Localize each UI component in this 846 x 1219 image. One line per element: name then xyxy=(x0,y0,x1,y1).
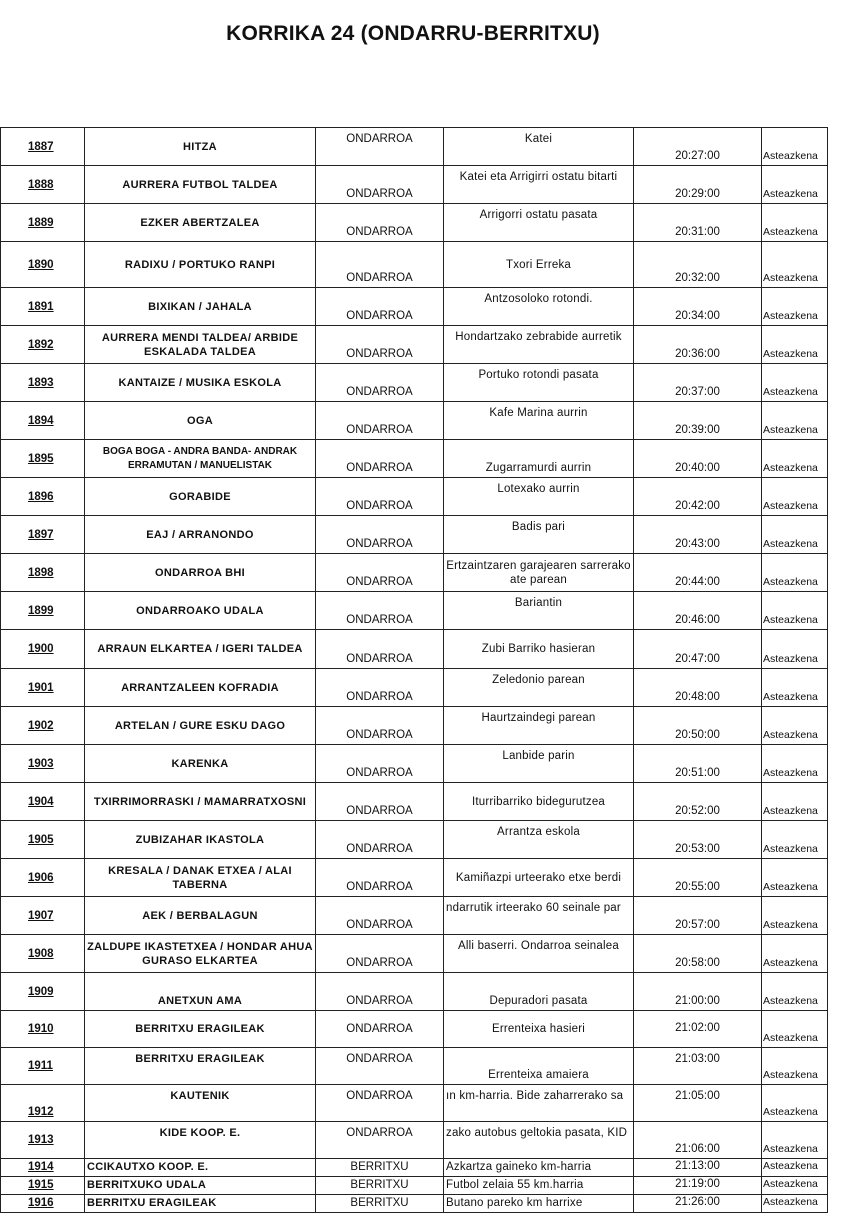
location: ın km-harria. Bide zaharrerako sa xyxy=(444,1085,634,1122)
location: Zugarramurdi aurrin xyxy=(444,440,634,478)
table-row xyxy=(1,1122,828,1159)
location: zako autobus geltokia pasata, KID xyxy=(444,1122,634,1159)
time-value: 20:27:00 xyxy=(634,128,762,166)
runner-group: ARRAUN ELKARTEA / IGERI TALDEA xyxy=(85,630,316,669)
weekday: Asteazkena xyxy=(762,478,828,516)
time-value: 20:48:00 xyxy=(634,669,762,707)
weekday: Asteazkena xyxy=(762,204,828,242)
weekday: Asteazkena xyxy=(762,166,828,204)
time-value: 20:36:00 xyxy=(634,326,762,364)
table-row xyxy=(1,204,828,242)
time-value: 20:42:00 xyxy=(634,478,762,516)
table-row xyxy=(1,1159,828,1177)
time-value: 21:02:00 xyxy=(634,1011,762,1048)
row-number: 1905 xyxy=(1,821,85,859)
weekday: Asteazkena xyxy=(762,821,828,859)
row-number: 1913 xyxy=(1,1122,85,1159)
town-name: ONDARROA xyxy=(316,783,444,821)
table-row xyxy=(1,1048,828,1085)
runner-group: KARENKA xyxy=(85,745,316,783)
town-name: ONDARROA xyxy=(316,326,444,364)
time-value: 20:46:00 xyxy=(634,592,762,630)
runner-group: RADIXU / PORTUKO RANPI xyxy=(85,242,316,288)
time-value: 21:06:00 xyxy=(634,1122,762,1159)
town-name: ONDARROA xyxy=(316,554,444,592)
weekday: Asteazkena xyxy=(762,1159,828,1177)
table-row xyxy=(1,364,828,402)
row-number: 1889 xyxy=(1,204,85,242)
row-number: 1900 xyxy=(1,630,85,669)
runner-group: BIXIKAN / JAHALA xyxy=(85,288,316,326)
table-row xyxy=(1,478,828,516)
table-row xyxy=(1,516,828,554)
table-row xyxy=(1,1195,828,1213)
location: Kamiñazpi urteerako etxe berdi xyxy=(444,859,634,897)
weekday: Asteazkena xyxy=(762,1085,828,1122)
row-number: 1897 xyxy=(1,516,85,554)
time-value: 20:55:00 xyxy=(634,859,762,897)
runner-group: BERRITXU ERAGILEAK xyxy=(85,1048,316,1085)
location: Haurtzaindegi parean xyxy=(444,707,634,745)
location: Lanbide parin xyxy=(444,745,634,783)
runner-group: ONDARROAKO UDALA xyxy=(85,592,316,630)
table-row xyxy=(1,897,828,935)
table-row xyxy=(1,745,828,783)
town-name: ONDARROA xyxy=(316,935,444,973)
row-number: 1899 xyxy=(1,592,85,630)
row-number: 1894 xyxy=(1,402,85,440)
town-name: ONDARROA xyxy=(316,592,444,630)
location: Ertzaintzaren garajearen sarrerako ate parean xyxy=(444,554,634,592)
row-number: 1912 xyxy=(1,1085,85,1122)
town-name: ONDARROA xyxy=(316,669,444,707)
time-value: 20:29:00 xyxy=(634,166,762,204)
table-row xyxy=(1,821,828,859)
weekday: Asteazkena xyxy=(762,783,828,821)
table-row xyxy=(1,859,828,897)
row-number: 1896 xyxy=(1,478,85,516)
row-number: 1887 xyxy=(1,128,85,166)
runner-group: EAJ / ARRANONDO xyxy=(85,516,316,554)
location: Katei eta Arrigirri ostatu bitarti xyxy=(444,166,634,204)
time-value: 20:44:00 xyxy=(634,554,762,592)
time-value: 21:19:00 xyxy=(634,1177,762,1195)
runner-group: ARTELAN / GURE ESKU DAGO xyxy=(85,707,316,745)
runner-group: TXIRRIMORRASKI / MAMARRATXOSNI xyxy=(85,783,316,821)
table-row xyxy=(1,630,828,669)
row-number: 1903 xyxy=(1,745,85,783)
town-name: BERRITXU xyxy=(316,1159,444,1177)
location: Errenteixa hasieri xyxy=(444,1011,634,1048)
time-value: 20:39:00 xyxy=(634,402,762,440)
location: Kafe Marina aurrin xyxy=(444,402,634,440)
runner-group: ZALDUPE IKASTETXEA / HONDAR AHUA GURASO ELKARTEA xyxy=(85,935,316,973)
town-name: ONDARROA xyxy=(316,630,444,669)
town-name: ONDARROA xyxy=(316,440,444,478)
town-name: ONDARROA xyxy=(316,1011,444,1048)
time-value: 20:51:00 xyxy=(634,745,762,783)
table-row xyxy=(1,1085,828,1122)
town-name: ONDARROA xyxy=(316,364,444,402)
runner-group: KANTAIZE / MUSIKA ESKOLA xyxy=(85,364,316,402)
weekday: Asteazkena xyxy=(762,554,828,592)
row-number: 1908 xyxy=(1,935,85,973)
row-number: 1888 xyxy=(1,166,85,204)
location: Iturribarriko bidegurutzea xyxy=(444,783,634,821)
table-row xyxy=(1,166,828,204)
weekday: Asteazkena xyxy=(762,1195,828,1213)
time-value: 21:00:00 xyxy=(634,973,762,1011)
weekday: Asteazkena xyxy=(762,402,828,440)
runner-group: BERRITXU ERAGILEAK xyxy=(85,1011,316,1048)
row-number: 1898 xyxy=(1,554,85,592)
schedule-body xyxy=(1,128,828,1213)
location: Katei xyxy=(444,128,634,166)
runner-group: ARRANTZALEEN KOFRADIA xyxy=(85,669,316,707)
table-row xyxy=(1,128,828,166)
page-title: KORRIKA 24 (ONDARRU-BERRITXU) xyxy=(226,22,600,45)
row-number: 1911 xyxy=(1,1048,85,1085)
location: Azkartza gaineko km-harria xyxy=(444,1159,634,1177)
runner-group: AEK / BERBALAGUN xyxy=(85,897,316,935)
schedule-table xyxy=(0,127,828,1213)
town-name: ONDARROA xyxy=(316,242,444,288)
town-name: ONDARROA xyxy=(316,821,444,859)
time-value: 20:31:00 xyxy=(634,204,762,242)
location: Errenteixa amaiera xyxy=(444,1048,634,1085)
town-name: ONDARROA xyxy=(316,402,444,440)
town-name: ONDARROA xyxy=(316,1085,444,1122)
town-name: ONDARROA xyxy=(316,745,444,783)
weekday: Asteazkena xyxy=(762,630,828,669)
time-value: 21:05:00 xyxy=(634,1085,762,1122)
time-value: 20:32:00 xyxy=(634,242,762,288)
weekday: Asteazkena xyxy=(762,707,828,745)
weekday: Asteazkena xyxy=(762,1011,828,1048)
location: Bariantin xyxy=(444,592,634,630)
weekday: Asteazkena xyxy=(762,745,828,783)
row-number: 1907 xyxy=(1,897,85,935)
time-value: 20:58:00 xyxy=(634,935,762,973)
weekday: Asteazkena xyxy=(762,859,828,897)
row-number: 1915 xyxy=(1,1177,85,1195)
table-row xyxy=(1,1011,828,1048)
town-name: ONDARROA xyxy=(316,166,444,204)
row-number: 1909 xyxy=(1,973,85,1011)
town-name: ONDARROA xyxy=(316,204,444,242)
location: Butano pareko km harrixe xyxy=(444,1195,634,1213)
table-row xyxy=(1,707,828,745)
runner-group: AURRERA FUTBOL TALDEA xyxy=(85,166,316,204)
weekday: Asteazkena xyxy=(762,364,828,402)
location: Portuko rotondi pasata xyxy=(444,364,634,402)
town-name: ONDARROA xyxy=(316,128,444,166)
table-row xyxy=(1,554,828,592)
location: Lotexako aurrin xyxy=(444,478,634,516)
weekday: Asteazkena xyxy=(762,128,828,166)
location: Arrigorri ostatu pasata xyxy=(444,204,634,242)
town-name: ONDARROA xyxy=(316,288,444,326)
runner-group: CCIKAUTXO KOOP. E. xyxy=(85,1159,316,1177)
table-row xyxy=(1,288,828,326)
row-number: 1914 xyxy=(1,1159,85,1177)
table-row xyxy=(1,669,828,707)
weekday: Asteazkena xyxy=(762,326,828,364)
location: Antzosoloko rotondi. xyxy=(444,288,634,326)
weekday: Asteazkena xyxy=(762,935,828,973)
location: Arrantza eskola xyxy=(444,821,634,859)
runner-group: OGA xyxy=(85,402,316,440)
location: Txori Erreka xyxy=(444,242,634,288)
table-row xyxy=(1,592,828,630)
town-name: ONDARROA xyxy=(316,1122,444,1159)
runner-group: GORABIDE xyxy=(85,478,316,516)
row-number: 1895 xyxy=(1,440,85,478)
time-value: 20:37:00 xyxy=(634,364,762,402)
runner-group: AURRERA MENDI TALDEA/ ARBIDE ESKALADA TALDEA xyxy=(85,326,316,364)
table-row xyxy=(1,783,828,821)
table-row xyxy=(1,1177,828,1195)
town-name: ONDARROA xyxy=(316,1048,444,1085)
weekday: Asteazkena xyxy=(762,669,828,707)
weekday: Asteazkena xyxy=(762,242,828,288)
runner-group: BERRITXU ERAGILEAK xyxy=(85,1195,316,1213)
location: Badis pari xyxy=(444,516,634,554)
row-number: 1890 xyxy=(1,242,85,288)
weekday: Asteazkena xyxy=(762,1122,828,1159)
town-name: ONDARROA xyxy=(316,516,444,554)
runner-group: KRESALA / DANAK ETXEA / ALAI TABERNA xyxy=(85,859,316,897)
location: Depuradori pasata xyxy=(444,973,634,1011)
town-name: BERRITXU xyxy=(316,1177,444,1195)
runner-group: ONDARROA BHI xyxy=(85,554,316,592)
location: Futbol zelaia 55 km.harria xyxy=(444,1177,634,1195)
location: Zubi Barriko hasieran xyxy=(444,630,634,669)
runner-group: KAUTENIK xyxy=(85,1085,316,1122)
row-number: 1916 xyxy=(1,1195,85,1213)
row-number: 1893 xyxy=(1,364,85,402)
town-name: ONDARROA xyxy=(316,973,444,1011)
time-value: 20:53:00 xyxy=(634,821,762,859)
location: Zeledonio parean xyxy=(444,669,634,707)
time-value: 20:47:00 xyxy=(634,630,762,669)
town-name: BERRITXU xyxy=(316,1195,444,1213)
location: Hondartzako zebrabide aurretik xyxy=(444,326,634,364)
runner-group: ANETXUN AMA xyxy=(85,973,316,1011)
runner-group: EZKER ABERTZALEA xyxy=(85,204,316,242)
runner-group: HITZA xyxy=(85,128,316,166)
row-number: 1902 xyxy=(1,707,85,745)
time-value: 20:52:00 xyxy=(634,783,762,821)
town-name: ONDARROA xyxy=(316,859,444,897)
time-value: 21:13:00 xyxy=(634,1159,762,1177)
time-value: 20:40:00 xyxy=(634,440,762,478)
table-row xyxy=(1,326,828,364)
row-number: 1892 xyxy=(1,326,85,364)
town-name: ONDARROA xyxy=(316,897,444,935)
weekday: Asteazkena xyxy=(762,973,828,1011)
weekday: Asteazkena xyxy=(762,897,828,935)
weekday: Asteazkena xyxy=(762,1177,828,1195)
row-number: 1910 xyxy=(1,1011,85,1048)
table-row xyxy=(1,935,828,973)
time-value: 20:43:00 xyxy=(634,516,762,554)
weekday: Asteazkena xyxy=(762,1048,828,1085)
table-row xyxy=(1,440,828,478)
table-row xyxy=(1,402,828,440)
runner-group: KIDE KOOP. E. xyxy=(85,1122,316,1159)
town-name: ONDARROA xyxy=(316,707,444,745)
town-name: ONDARROA xyxy=(316,478,444,516)
location: ndarrutik irteerako 60 seinale par xyxy=(444,897,634,935)
runner-group: BOGA BOGA - ANDRA BANDA- ANDRAK ERRAMUTAN / MANUELISTAK xyxy=(85,440,316,478)
weekday: Asteazkena xyxy=(762,516,828,554)
time-value: 20:57:00 xyxy=(634,897,762,935)
table-row xyxy=(1,242,828,288)
weekday: Asteazkena xyxy=(762,288,828,326)
time-value: 20:50:00 xyxy=(634,707,762,745)
row-number: 1891 xyxy=(1,288,85,326)
weekday: Asteazkena xyxy=(762,440,828,478)
time-value: 20:34:00 xyxy=(634,288,762,326)
time-value: 21:03:00 xyxy=(634,1048,762,1085)
weekday: Asteazkena xyxy=(762,592,828,630)
table-row xyxy=(1,973,828,1011)
runner-group: BERRITXUKO UDALA xyxy=(85,1177,316,1195)
row-number: 1906 xyxy=(1,859,85,897)
row-number: 1904 xyxy=(1,783,85,821)
row-number: 1901 xyxy=(1,669,85,707)
time-value: 21:26:00 xyxy=(634,1195,762,1213)
location: Alli baserri. Ondarroa seinalea xyxy=(444,935,634,973)
runner-group: ZUBIZAHAR IKASTOLA xyxy=(85,821,316,859)
